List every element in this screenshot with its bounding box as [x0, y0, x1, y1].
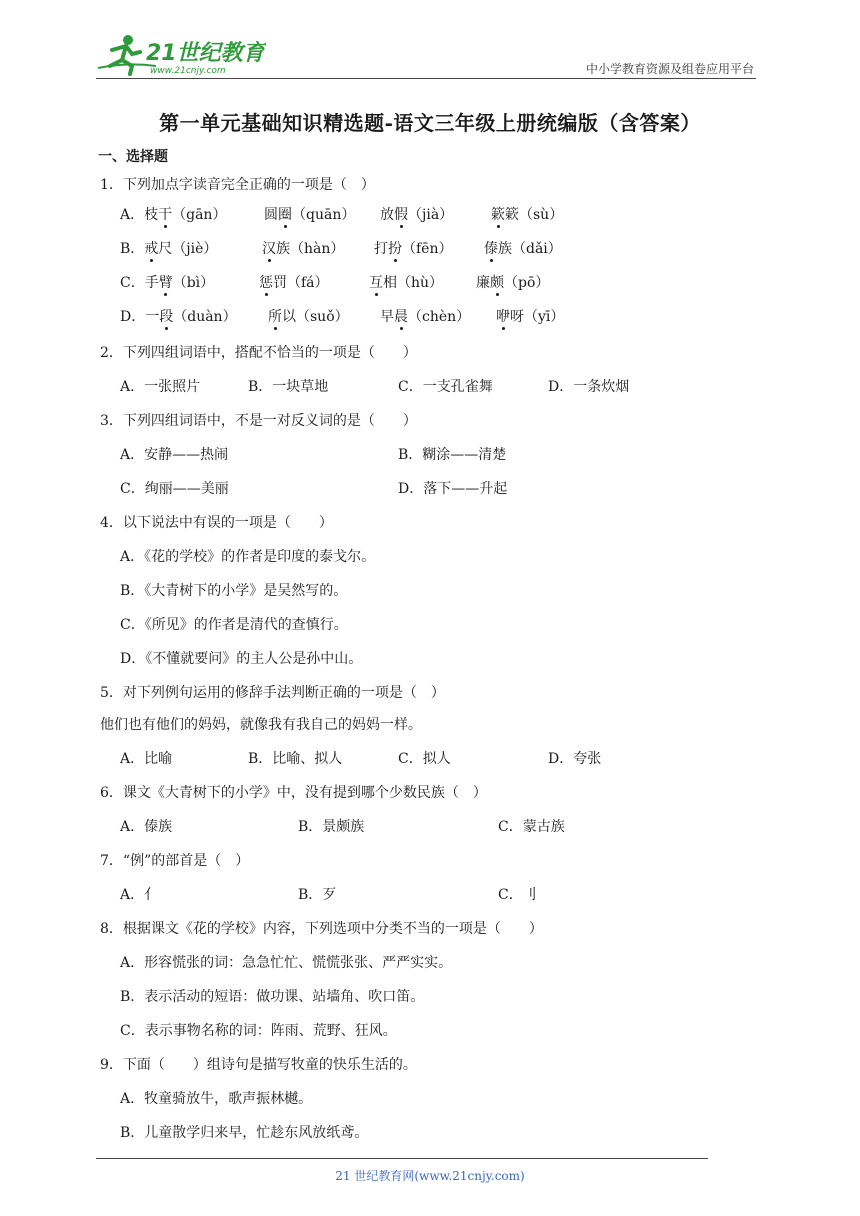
question-5-stem: 5．对下列例句运用的修辞手法判断正确的一项是（ ） — [100, 685, 445, 701]
q2-option-c: C．一支孔雀舞 — [398, 379, 493, 395]
q1-b-word-3: 打扮（fēn） — [374, 241, 453, 257]
q1-option-d: D．一段（duàn） — [120, 309, 237, 325]
header-divider — [96, 78, 756, 79]
footer-divider — [96, 1158, 708, 1159]
question-1-stem: 1．下列加点字读音完全正确的一项是（ ） — [100, 177, 375, 193]
q8-option-c: C．表示事物名称的词：阵雨、荒野、狂风。 — [120, 1023, 397, 1039]
question-7-stem: 7．“例”的部首是（ ） — [100, 853, 250, 869]
question-8-stem: 8．根据课文《花的学校》内容，下列选项中分类不当的一项是（ ） — [100, 921, 543, 937]
q1-c-word-3: 互相（hù） — [369, 275, 444, 291]
q1-b-word-4: 傣族（dǎi） — [484, 241, 562, 257]
q4-option-d: D．《不懂就要问》的主人公是孙中山。 — [120, 651, 363, 667]
q1-c-word-4: 廉颇（pō） — [476, 275, 550, 291]
q3-option-c: C．绚丽——美丽 — [120, 481, 229, 497]
q5-option-d: D．夸张 — [548, 751, 602, 767]
q4-option-a: A．《花的学校》的作者是印度的泰戈尔。 — [120, 549, 376, 565]
q8-option-b: B．表示活动的短语：做功课、站墙角、吹口笛。 — [120, 989, 425, 1005]
question-6-stem: 6．课文《大青树下的小学》中，没有提到哪个少数民族（ ） — [100, 785, 487, 801]
q5-example-sentence: 他们也有他们的妈妈，就像我有我自己的妈妈一样。 — [100, 717, 422, 733]
page-header — [0, 0, 860, 80]
q1-d-word-2: 所以（suǒ） — [268, 309, 349, 325]
q1-option-b: B．戒尺（jiè） — [120, 241, 218, 257]
q6-option-a: A．傣族 — [120, 819, 173, 835]
q4-option-b: B．《大青树下的小学》是吴然写的。 — [120, 583, 348, 599]
question-2-stem: 2．下列四组词语中，搭配不恰当的一项是（ ） — [100, 345, 417, 361]
q4-option-c: C．《所见》的作者是清代的查慎行。 — [120, 617, 348, 633]
q1-a-word-3: 放假（jià） — [380, 207, 454, 223]
question-4-stem: 4．以下说法中有误的一项是（ ） — [100, 515, 333, 531]
platform-name: 中小学教育资源及组卷应用平台 — [585, 62, 754, 76]
q8-option-a: A．形容慌张的词：急急忙忙、慌慌张张、严严实实。 — [120, 955, 453, 971]
q7-option-a: A．亻 — [120, 887, 159, 903]
q7-option-c: C．刂 — [498, 887, 537, 903]
logo — [96, 32, 266, 78]
section-heading: 一、选择题 — [98, 149, 168, 165]
q6-option-b: B．景颇族 — [298, 819, 365, 835]
runner-logo-icon — [96, 32, 266, 78]
q5-option-a: A．比喻 — [120, 751, 173, 767]
q1-d-word-3: 早晨（chèn） — [380, 309, 471, 325]
q9-option-a: A．牧童骑放牛，歌声振林樾。 — [120, 1091, 313, 1107]
svg-text:21世纪教育: 21世纪教育 — [146, 41, 265, 66]
q1-option-c: C．手臂（bì） — [120, 275, 215, 291]
q5-option-c: C．拟人 — [398, 751, 451, 767]
question-9-stem: 9．下面（ ）组诗句是描写牧童的快乐生活的。 — [100, 1057, 417, 1073]
q1-b-word-2: 汉族（hàn） — [262, 241, 345, 257]
q1-a-word-2: 圆圈（quān） — [264, 207, 356, 223]
svg-text:www.21cnjy.com: www.21cnjy.com — [150, 66, 226, 76]
q2-option-b: B．一块草地 — [248, 379, 329, 395]
q6-option-c: C．蒙古族 — [498, 819, 565, 835]
q1-a-word-4: 簌簌（sù） — [491, 207, 564, 223]
footer-link[interactable]: 21 世纪教育网(www.21cnjy.com) — [335, 1169, 525, 1183]
q3-option-b: B．糊涂——清楚 — [398, 447, 507, 463]
q2-option-a: A．一张照片 — [120, 379, 201, 395]
q1-c-word-2: 惩罚（fá） — [259, 275, 329, 291]
q9-option-b: B．儿童散学归来早，忙趁东风放纸鸢。 — [120, 1125, 369, 1141]
q3-option-a: A．安静——热闹 — [120, 447, 229, 463]
q1-d-word-4: 咿呀（yī） — [496, 309, 565, 325]
q7-option-b: B．歹 — [298, 887, 337, 903]
q1-option-a: A．枝干（gān） — [120, 207, 227, 223]
question-3-stem: 3．下列四组词语中，不是一对反义词的是（ ） — [100, 413, 417, 429]
q3-option-d: D．落下——升起 — [398, 481, 508, 497]
q2-option-d: D．一条炊烟 — [548, 379, 630, 395]
document-title: 第一单元基础知识精选题-语文三年级上册统编版（含答案） — [159, 111, 701, 135]
q5-option-b: B．比喻、拟人 — [248, 751, 343, 767]
